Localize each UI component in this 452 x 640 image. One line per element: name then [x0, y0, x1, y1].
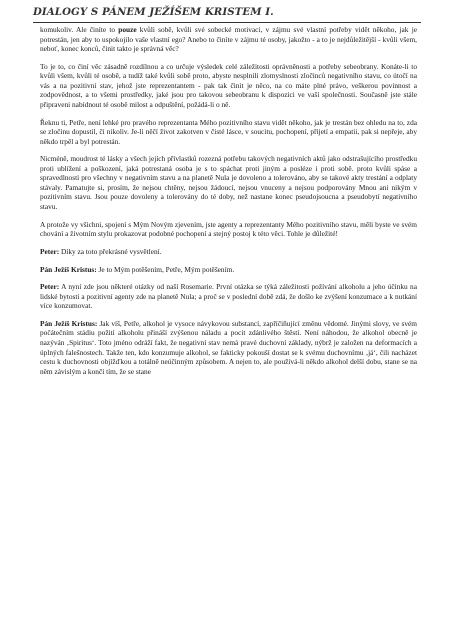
paragraph-text: A protože vy všichni, spojení s Mým Novým zjevením, jste agenty a reprezentanty Mého pozitivního stavu, měli byste ve svém chování a životním stylu prokazovat podobné pochopení a stejný postoj k této věci. Tohle je důležité!	[40, 219, 417, 239]
paragraph	[40, 265, 417, 275]
speaker-label: Peter:	[40, 282, 60, 292]
paragraph	[40, 319, 417, 376]
speaker-label: Pán Ježíš Kristus:	[40, 318, 98, 328]
paragraph	[40, 62, 417, 110]
paragraph-text: kvůli sobě, kvůli své sobecké motivaci, v zájmu své vlastní potřeby vidět někoho, jak je potrestán, jen aby to uspokojilo vaše vlastní ego? Anebo to činíte v zájmu té osoby, jakožto - a to je nejdůležitější - kvůli všem, neboť, konec konců, činit takto je správná věc?	[40, 25, 417, 54]
paragraph	[40, 247, 417, 257]
paragraph-text: Nicméně, moudrost té lásky a všech jejích přívlastků rozezná potřebu takových negativních aktů jako odstrašujícího prostředku proti ublížení a poškození, jaká potrestaná osoba je s to spáchat proti jiným a posléze i proti sobě. proto kvůli spáse a spravedlnosti pro všechny v negativním stavu a na planetě Nula je dovoleno a tolerováno, aby se takové akty trestání a odplaty stávaly. Pamatujte si, prosím, že nejsou chtěny, nejsou žádoucí, nejsou vnuceny a nejsou podporovány Mnou ani nikým v pozitivním stavu. Jsou pouze dovoleny a tolerovány do té doby, než nastane konec pseudojsoucna a pseudobytí negativního stavu.	[40, 154, 417, 212]
emphasis-text: pouze	[118, 25, 137, 34]
paragraph-text: A nyní zde jsou některé otázky od naší Rosemarie. První otázka se týká záležitosti požívání alkoholu a jeho účinku na lidské bytosti a pozitivní agenty zde na planetě Nula; a proč se v poslední době zdá, že došlo ke zvýšení konzumace a k nutkání více konzumovat.	[40, 282, 417, 311]
paragraph-text: Řeknu ti, Petře, není lehké pro pravého reprezentanta Mého pozitivního stavu vidět někoho, jak je trestán bez ohledu na to, zda se zločinu dopustil, či nikoliv. Je-li něčí život zakotven v čisté lásce, v soucitu, pochopení, přijetí a empatii, pak si nepřeje, aby někdo trpěl a byl potrestán.	[40, 117, 417, 146]
speaker-label: Pán Ježíš Kristus:	[40, 264, 97, 274]
paragraph-text: Díky za toto překrásné vysvětlení.	[59, 246, 162, 256]
paragraph	[40, 282, 417, 311]
paragraph-text: To je to, co činí věc zásadně rozdílnou a co určuje výsledek celé záležitosti oprávněnosti a potřeby sebeobrany. Konáte-li to kvůli všem, kvůli té osobě, a tudíž také kvůli sobě proto, abyste nesplnili zlomyslnosti zločinců negativního stavu, co útočí na vás a na pozitivní stav, jehož jste reprezentantem - pak tak činit je něco, na co máte plné právo, veškerou povinnost a zodpovědnost, a to všemi prostředky, jaké jsou pro takovou sebeobranu k dispozici ve vaší společnosti. Současně jste stále připraveni nabídnout té osobě milost a odpuštění, požádá-li o ně.	[40, 61, 417, 109]
paragraph	[40, 118, 417, 147]
paragraph	[40, 25, 417, 54]
header-rule	[33, 22, 421, 23]
paragraph	[40, 220, 417, 239]
speaker-label: Peter:	[40, 246, 60, 256]
paragraph-text: Jak víš, Petře, alkohol je vysoce návykovou substancí, zapříčiňující změnu vědomé. Jinými slovy, ve svém počátečním stádiu požití alkoholu přináší zvýšenou náladu a pocit zdánlivého štěstí. Není náhodou, že alkohol obecně je nazýván ‚Spiritus‘. Toto jméno odráží fakt, že negativní stav nemá pravé duchovní základy, nýbrž je založen na deformacích a úplných falešnostech. Takže ten, kdo konzumuje alkohol, se fakticky pokouší dostat se k svému duchovnímu ‚já‘, čili nacházet cestu k duchovnosti objížďkou a totálně neúčinným způsobem. A nejen to, ale používá-li někdo alkohol delší dobu, stane se na něm závislým a končí tím, že se stane	[40, 318, 417, 376]
paragraph	[40, 154, 417, 211]
running-header: DIALOGY S PÁNEM JEŽÍŠEM KRISTEM I.	[33, 6, 274, 18]
paragraph-text: Je to Mým potěšením, Petře, Mým potěšením.	[96, 264, 235, 274]
paragraph-text: komukoliv. Ale činíte to	[40, 25, 119, 34]
document-body	[40, 25, 417, 384]
